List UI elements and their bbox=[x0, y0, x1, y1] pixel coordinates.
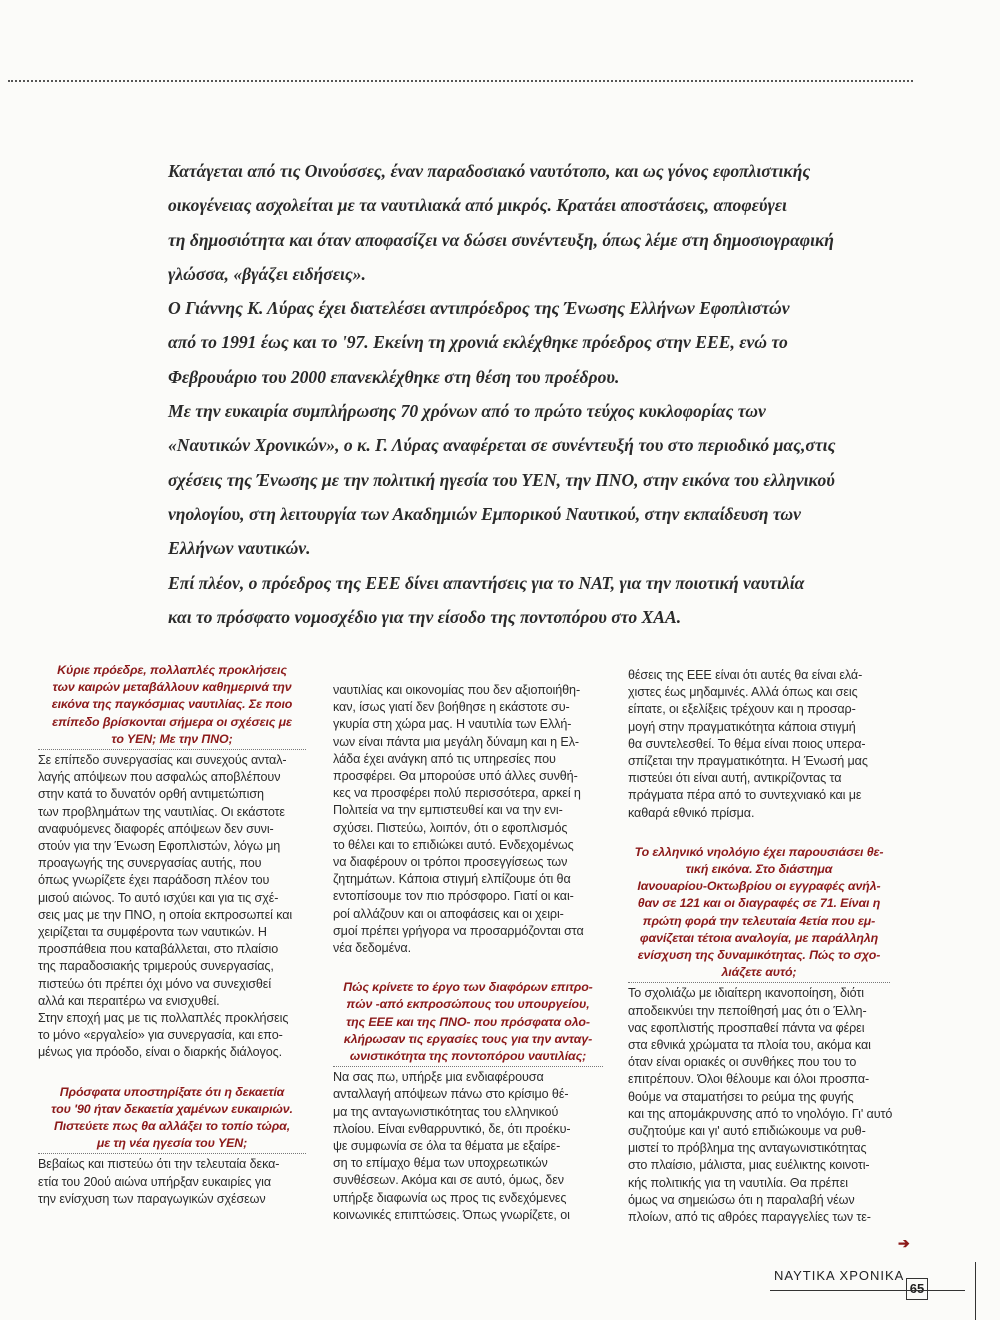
text-line: όταν είναι οριακές οι συνθήκες που του το bbox=[628, 1055, 857, 1070]
text-line: Πώς κρίνετε το έργο των διαφόρων επιτρο- bbox=[343, 980, 593, 995]
text-line: γκυρία στη χώρα μας. Η ναυτιλία των Ελλή- bbox=[333, 717, 572, 732]
text-line: νων είναι πάντα μια μεγάλη δύναμη και η Ελ- bbox=[333, 734, 580, 749]
text-line: ετία του 20ού αιώνα υπήρξαν ευκαιρίες για bbox=[38, 1174, 272, 1189]
text-line: κες να προσφέρει πολύ περισσότερα, αρκεί η bbox=[333, 786, 581, 801]
answer-continued bbox=[333, 682, 603, 957]
text-line: αναφυόμενες διαφορές απόψεων δεν συνι- bbox=[38, 821, 274, 836]
text-line: κλήρωσαν τις εργασίες τους για την ανταγ- bbox=[343, 1031, 593, 1046]
text-line: και της απομάκρυνσης από το νηολόγιο. Γι' αυτό bbox=[628, 1106, 893, 1121]
page-number: 65 bbox=[906, 1278, 928, 1300]
text-line: Βεβαίως και πιστεύω ότι την τελευταία δεκα- bbox=[38, 1157, 280, 1172]
intro-line: τη δημοσιότητα και όταν αποφασίζει να δώσει συνέντευξη, όπως λέμε στη δημοσιογραφική bbox=[168, 229, 834, 250]
text-line: επίπεδο βρίσκονται σήμερα οι σχέσεις με bbox=[52, 714, 292, 729]
text-line: πρώτη φορά την τελευταία 4ετία που εμ- bbox=[642, 913, 876, 928]
intro-line: Κατάγεται από τις Οινούσσες, έναν παραδοσιακό ναυτότοπο, και ως γόνος εφοπλιστικής bbox=[168, 161, 811, 181]
text-line: σπίζεται την πραγματικότητα. Η Ένωσή μας bbox=[628, 754, 868, 769]
footer-rule bbox=[770, 1290, 965, 1291]
text-line: εντοπίσουμε τον πιο πρόσφορο. Γιατί οι και- bbox=[333, 889, 574, 904]
text-line: λαγής απόψεων που ασφαλώς αποβλέπουν bbox=[38, 770, 281, 785]
text-line: πών -από εκπροσώπους του υπουργείου, bbox=[346, 997, 590, 1012]
text-line: προσφέρει. Θα μπορούσε υπό άλλες συνθή- bbox=[333, 769, 578, 784]
intro-line: σχέσεις της Ένωσης με την πολιτική ηγεσία του ΥΕΝ, την ΠΝΟ, στην εικόνα του ελληνικού bbox=[168, 469, 835, 490]
intro-line: οικογένειας ασχολείται με τα ναυτιλιακά από μικρός. Κρατάει αποστάσεις, αποφεύγει bbox=[168, 195, 787, 216]
text-line: θαν σε 121 και οι διαγραφές σε 71. Είναι η bbox=[637, 896, 881, 911]
text-line: κής πολιτικής για τη ναυτιλία. Θα πρέπει bbox=[628, 1175, 848, 1190]
text-line: Σε επίπεδο συνεργασίας και συνεχούς ανταλ- bbox=[38, 753, 287, 768]
text-line: με τη νέα ηγεσία του ΥΕΝ; bbox=[96, 1136, 248, 1151]
text-line: στο πλαίσιο, μάλιστα, μιας ευέλικτης κοινοτι- bbox=[628, 1158, 870, 1173]
text-line: λάδα έχει ανάγκη από τις υπηρεσίες που bbox=[333, 751, 556, 766]
text-line: πλοίων, από τις αθρόες παραγγελίες των τε- bbox=[628, 1210, 871, 1225]
text-line: θούμε να σταματήσει το ρεύμα της φυγής bbox=[628, 1089, 854, 1104]
text-line: στούν για την Ένωση Εφοπλιστών, λόγω μη bbox=[38, 839, 281, 854]
text-line: ψε συμφωνία σε όλα τα θέματα με εξαίρε- bbox=[333, 1139, 561, 1154]
answer-3 bbox=[333, 1069, 603, 1224]
text-line: να διαφέρουν οι τρόποι προσεγγίσεως των bbox=[333, 855, 568, 870]
text-line: μογή στην πραγματικότητα κάποια στιγμή bbox=[628, 719, 856, 734]
question-4 bbox=[628, 844, 890, 982]
text-line: πιστεύω ότι πρέπει όχι μόνο να συνεχισθεί bbox=[38, 976, 272, 991]
intro-line: γλώσσα, «βγάζει ειδήσεις». bbox=[168, 263, 366, 284]
text-line: όπως γνωρίζετε έχει παράδοση πλέον του bbox=[38, 873, 270, 888]
text-line: ροί αλλάζουν και οι αποφάσεις και οι χειρι- bbox=[333, 906, 564, 921]
text-line: στα εθνικά χρώματα τα πλοία του, ακόμα και bbox=[628, 1038, 871, 1053]
text-line: το μόνο «εργαλείο» για συνεργασία, και επο- bbox=[38, 1028, 283, 1043]
column-1 bbox=[38, 662, 306, 1208]
text-line: είπατε, οι εξελίξεις τρέχουν και η προσαρ- bbox=[628, 702, 856, 717]
text-line: μα της ανταγωνιστικότητας του ελληνικού bbox=[333, 1104, 559, 1119]
arrow-right-icon: ➔ bbox=[898, 1235, 910, 1251]
text-line: Κύριε πρόεδρε, πολλαπλές προκλήσεις bbox=[57, 663, 287, 677]
text-line: καθαρά εθνικό πρίσμα. bbox=[628, 805, 755, 820]
text-line: συζητούμε και γι' αυτό επιδιώκουμε να ρυθ- bbox=[628, 1124, 866, 1139]
text-line: θέσεις της ΕΕΕ είναι ότι αυτές θα είναι ελά- bbox=[628, 668, 863, 682]
question-3 bbox=[333, 979, 603, 1065]
text-line: όμως να σημειώσω ότι η παραλαβή νέων bbox=[628, 1192, 855, 1207]
intro-line: Ο Γιάννης Κ. Λύρας έχει διατελέσει αντιπρόεδρος της Ένωσης Ελλήνων Εφοπλιστών bbox=[168, 298, 790, 319]
text-line: σμοί πρέπει γρήγορα να προσαρμόζονται στα bbox=[333, 923, 584, 938]
text-line: αλλά και περαιτέρω να ενισχυθεί. bbox=[38, 993, 220, 1008]
text-line: της ΕΕΕ και της ΠΝΟ- που πρόσφατα ολο- bbox=[346, 1014, 590, 1029]
text-line: των καιρών μεταβάλλουν καθημερινά την bbox=[52, 680, 292, 695]
question-divider bbox=[628, 982, 890, 983]
text-line: του '90 ήταν δεκαετία χαμένων ευκαιριών. bbox=[51, 1101, 293, 1116]
text-line: το ΥΕΝ; Με την ΠΝΟ; bbox=[111, 731, 233, 746]
intro-line: Επί πλέον, ο πρόεδρος της ΕΕΕ δίνει απαντήσεις για το ΝΑΤ, για την ποιοτική ναυτιλία bbox=[168, 572, 805, 593]
question-divider bbox=[38, 749, 306, 750]
text-line: πιστεύει ότι είναι αυτή, αντικρίζοντας τα bbox=[628, 771, 842, 786]
text-line: το θέλει και το επιδιώκει αυτό. Ενδεχομένως bbox=[333, 837, 574, 852]
text-line: υπήρξε διαφωνία ως προς τις ενδεχόμενες bbox=[333, 1190, 567, 1205]
text-line: πράγματα πέρα από το συντεχνιακό και με bbox=[628, 788, 862, 803]
text-line: νας εφοπλιστής προσπαθεί πάντα να φέρει bbox=[628, 1020, 865, 1035]
text-line: Ιανουαρίου-Οκτωβρίου οι εγγραφές ανήλ- bbox=[637, 879, 881, 894]
text-line: μένως για πρόοδο, είναι ο διαρκής διάλογος. bbox=[38, 1045, 282, 1060]
text-line: Πολιτεία να την εμπιστευθεί και να την ενι- bbox=[333, 803, 563, 818]
text-line: χειρίζεται τα συμφέροντα των ναυτικών. Η bbox=[38, 925, 267, 940]
text-line: μιστεί το πρόβλημα της ανταγωνιστικότητας bbox=[628, 1141, 867, 1156]
intro-line: Με την ευκαιρία συμπλήρωσης 70 χρόνων από το πρώτο τεύχος κυκλοφορίας των bbox=[168, 401, 766, 422]
text-line: φανίζεται τέτοια αναλογία, με παράλληλη bbox=[639, 930, 879, 945]
text-line: θα συντελεσθεί. Το θέμα είναι ποιος υπερα- bbox=[628, 736, 866, 751]
text-line: συνθέσεων. Ακόμα και σε αυτό, όμως, δεν bbox=[333, 1173, 564, 1188]
magazine-title: ΝΑΥΤΙΚΑ ΧΡΟΝΙΚΑ bbox=[774, 1268, 905, 1283]
question-divider bbox=[38, 1153, 306, 1154]
answer-4 bbox=[628, 985, 893, 1226]
text-line: της παραδοσιακής τριμερούς συνεργασίας, bbox=[38, 959, 274, 974]
text-line: των προβλημάτων της ναυτιλίας. Οι εκάστοτε bbox=[38, 804, 285, 819]
text-line: μισού αιώνος. Το αυτό ισχύει και για τις σχέ- bbox=[38, 890, 279, 905]
text-line: Πρόσφατα υποστηρίξατε ότι η δεκαετία bbox=[59, 1084, 285, 1099]
answer-2 bbox=[38, 1156, 306, 1208]
text-line: χιστες έως μηδαμινές. Αλλά όπως και σεις bbox=[628, 685, 858, 700]
text-line: Πιστεύετε πως θα αλλάξει το τοπίο τώρα, bbox=[53, 1119, 291, 1134]
question-1 bbox=[38, 662, 306, 748]
text-line: προσπάθεια που καταβάλλεται, στο πλαίσιο bbox=[38, 942, 279, 957]
intro-line: Ελλήνων ναυτικών. bbox=[168, 538, 311, 559]
intro-line: «Ναυτικών Χρονικών», ο κ. Γ. Λύρας αναφέρεται σε συνέντευξή του στο περιοδικό μας,στις bbox=[168, 435, 836, 456]
text-line: εικόνα της παγκόσμιας ναυτιλίας. Σε ποιο bbox=[51, 697, 293, 712]
text-line: κοινωνικές επιπτώσεις. Όπως γνωρίζετε, οι bbox=[333, 1207, 570, 1222]
text-line: σχύσει. Πιστεύω, λοιπόν, ότι ο εφοπλισμός bbox=[333, 820, 568, 835]
text-line: Να σας πω, υπήρξε μια ενδιαφέρουσα bbox=[333, 1070, 544, 1085]
text-line: πλοίου. Είναι ενθαρρυντικό, δε, ότι προέκυ- bbox=[333, 1121, 571, 1136]
text-line: λιάζετε αυτό; bbox=[721, 965, 797, 980]
column-3 bbox=[628, 667, 893, 1226]
text-line: ζητημάτων. Κάποια στιγμή ελπίζουμε ότι θα bbox=[333, 872, 571, 887]
footer-vertical-rule bbox=[975, 1262, 976, 1320]
answer-1 bbox=[38, 752, 306, 1062]
text-line: Το σχολιάζω με ιδιαίτερη ικανοποίηση, διότι bbox=[628, 986, 864, 1001]
question-divider bbox=[333, 1066, 603, 1067]
text-line: στην κατά το δυνατόν ορθή αντιμετώπιση bbox=[38, 787, 264, 802]
question-2 bbox=[38, 1084, 306, 1153]
text-line: ναυτιλίας και οικονομίας που δεν αξιοποιήθη- bbox=[333, 683, 581, 697]
text-line: Το ελληνικό νηολόγιο έχει παρουσιάσει θε- bbox=[634, 844, 884, 859]
intro-line: Φεβρουάριο του 2000 επανεκλέχθηκε στη θέση του προέδρου. bbox=[168, 366, 620, 387]
text-line: τική εικόνα. Στο διάστημα bbox=[685, 862, 833, 877]
intro-line: και το πρόσφατο νομοσχέδιο για την είσοδο της ποντοπόρου στο ΧΑΑ. bbox=[168, 606, 682, 627]
text-line: νέα δεδομένα. bbox=[333, 941, 411, 956]
text-line: αποδεικνύει την πεποίθησή μας ότι ο Έλλη- bbox=[628, 1003, 867, 1018]
text-line: ωνιστικότητα της ποντοπόρου ναυτιλίας; bbox=[349, 1049, 587, 1064]
text-line: την ενίσχυση των παραγωγικών σχέσεων bbox=[38, 1191, 266, 1206]
text-line: ση το επίμαχο θέμα των υποχρεωτικών bbox=[333, 1156, 548, 1171]
text-line: προαγωγής της συνεργασίας αυτής, που bbox=[38, 856, 262, 871]
intro-paragraph bbox=[168, 154, 928, 634]
text-line: σεις μας με την ΠΝΟ, η οποία εκπροσωπεί και bbox=[38, 907, 293, 922]
intro-line: από το 1991 έως και το '97. Εκείνη τη χρονιά εκλέχθηκε πρόεδρος στην ΕΕΕ, ενώ το bbox=[168, 332, 788, 353]
top-dotted-rule bbox=[8, 80, 913, 82]
text-line: Στην εποχή μας με τις πολλαπλές προκλήσεις bbox=[38, 1011, 289, 1026]
answer-3-continued bbox=[628, 667, 890, 822]
text-line: επιτρέπουν. Όλοι θέλουμε και όλοι προσπα- bbox=[628, 1072, 870, 1087]
text-line: ενίσχυση της δυναμικότητας. Πώς το σχο- bbox=[637, 948, 881, 963]
text-line: ανταλλαγή απόψεων πάνω στο κρίσιμο θέ- bbox=[333, 1087, 569, 1102]
text-line: καν, ίσως γιατί δεν βοήθησε η εκάστοτε συ- bbox=[333, 700, 570, 715]
column-2 bbox=[333, 682, 603, 1224]
intro-line: νηολογίου, στη λειτουργία των Ακαδημιών Εμπορικού Ναυτικού, στην εκπαίδευση των bbox=[168, 503, 801, 524]
